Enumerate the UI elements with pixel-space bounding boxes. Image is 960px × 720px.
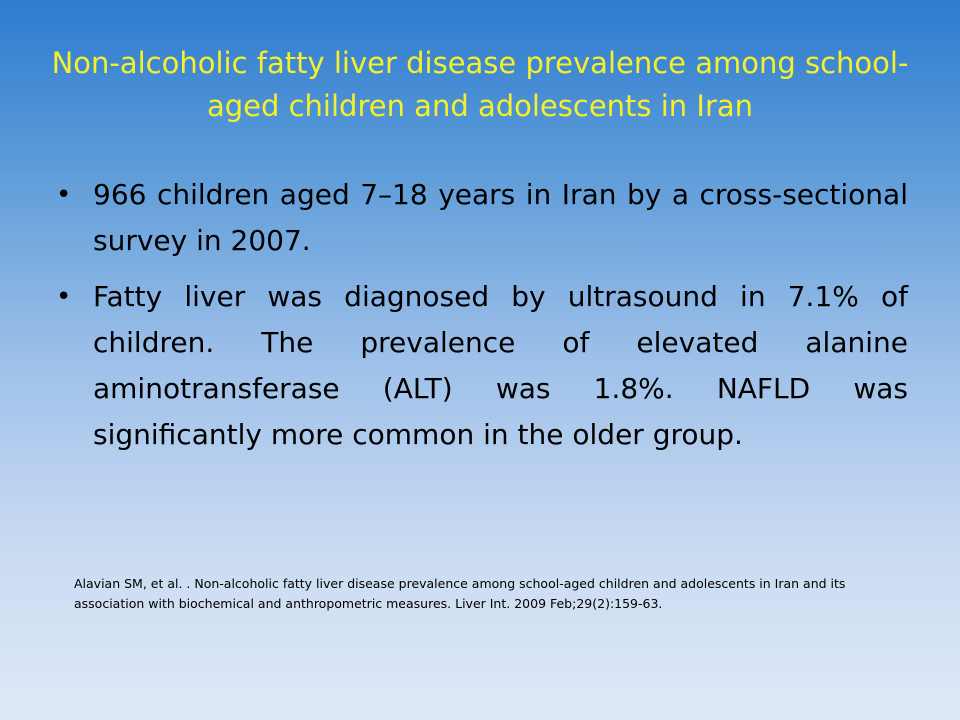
bullet-list: [56, 172, 908, 468]
citation-text: Alavian SM, et al. . Non-alcoholic fatty liver disease prevalence among school-aged children and adolescents in Iran and its association with biochemical and anthropometric measures. Liver Int. 2009 Feb;29(2):159-63.: [74, 576, 846, 611]
bullet-item: [56, 274, 908, 458]
slide-title: Non-alcoholic fatty liver disease prevalence among school-aged children and adolescents in Iran: [51, 46, 909, 123]
bullet-icon: •: [56, 282, 72, 312]
bullet-text-findings: Fatty liver was diagnosed by ultrasound in 7.1% of children. The prevalence of elevated alanine aminotransferase (ALT) was 1.8%. NAFLD was significantly more common in the older group.: [93, 280, 908, 451]
bullet-text-study: 966 children aged 7–18 years in Iran by a cross-sectional survey in 2007.: [93, 178, 908, 257]
bullet-item: [56, 172, 908, 264]
bullet-icon: •: [56, 180, 72, 210]
